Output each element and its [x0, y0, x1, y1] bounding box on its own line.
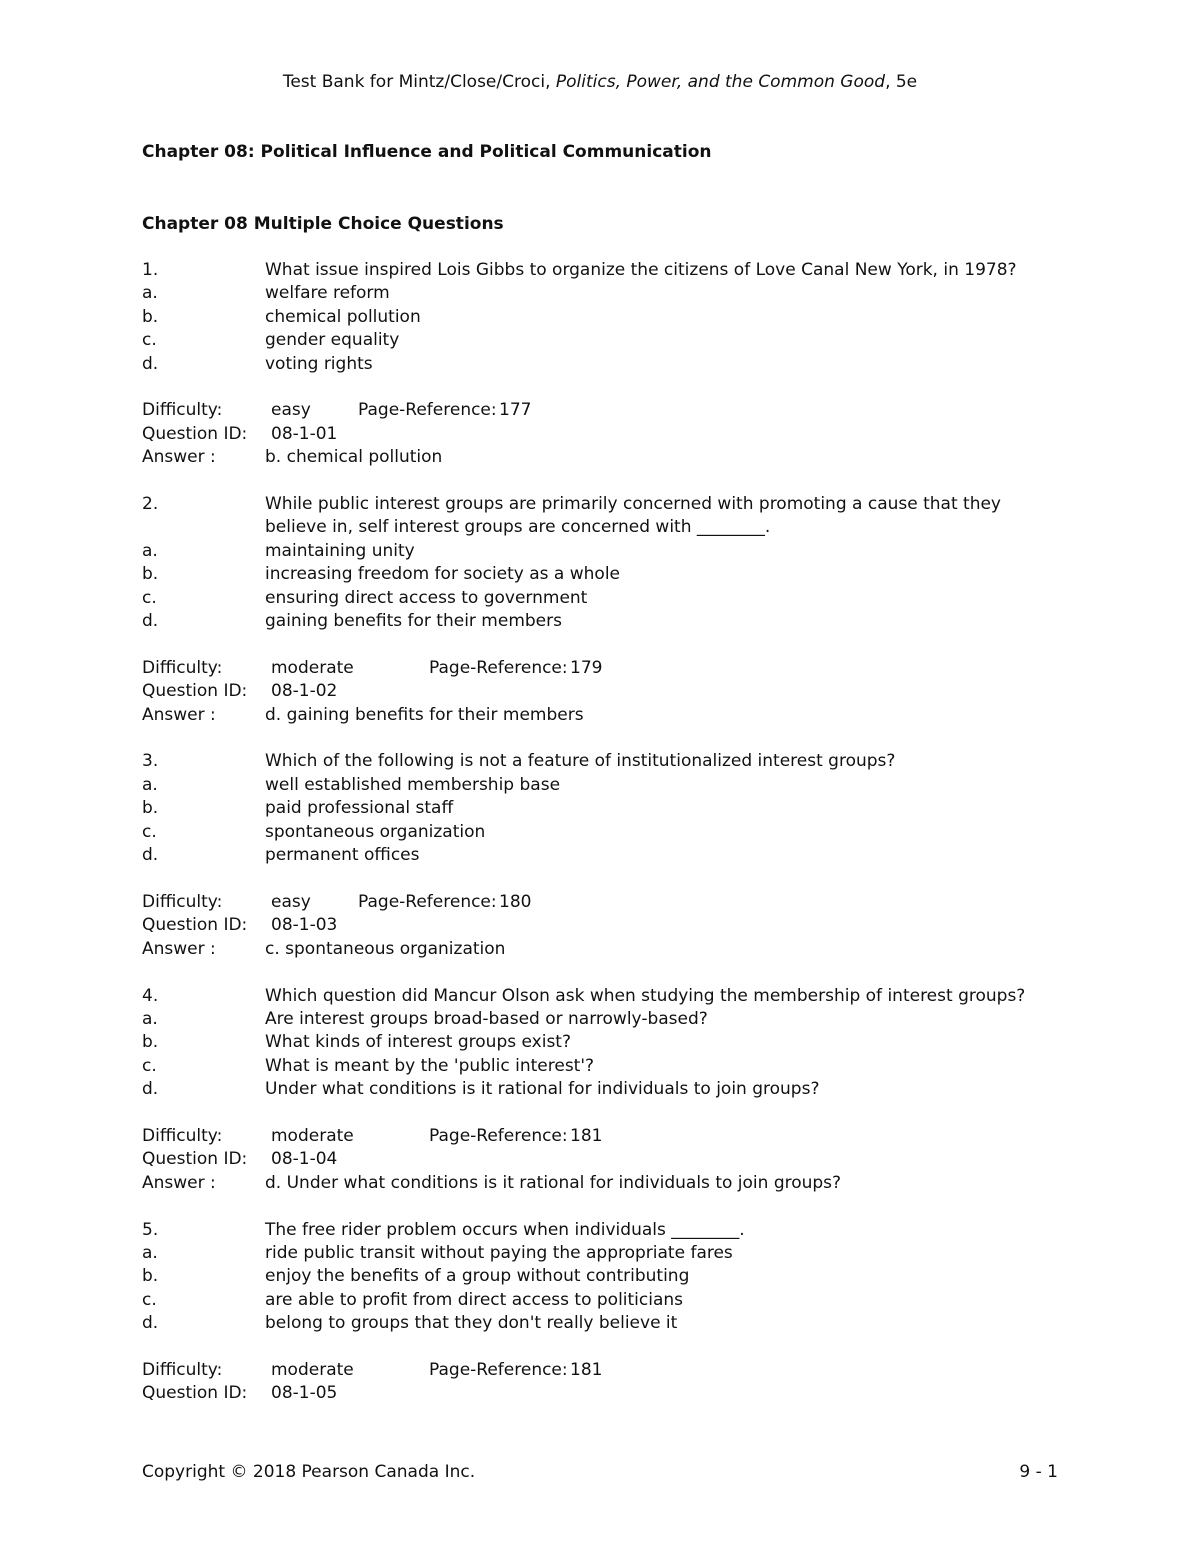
- question-block: [142, 493, 1062, 727]
- question-text: What issue inspired Lois Gibbs to organize the citizens of Love Canal New York, in 1978?: [265, 260, 1017, 280]
- option-text: are able to profit from direct access to politicians: [265, 1289, 684, 1310]
- page-reference-label: Page-Reference:: [429, 1125, 568, 1146]
- option-text: chemical pollution: [265, 306, 421, 327]
- answer-option: [142, 329, 1062, 352]
- header-book-title: Politics, Power, and the Common Good: [555, 72, 886, 92]
- page-reference-value: 181: [570, 1359, 603, 1380]
- answer-label: Answer :: [142, 447, 216, 468]
- option-text: ride public transit without paying the appropriate fares: [265, 1242, 733, 1263]
- difficulty-label: Difficulty:: [142, 1359, 223, 1380]
- question-id-value: 08-1-03: [271, 915, 338, 936]
- question-id-label: Question ID:: [142, 915, 248, 936]
- option-text: spontaneous organization: [265, 821, 486, 842]
- page-reference-value: 179: [570, 657, 603, 678]
- page-reference-value: 177: [499, 400, 532, 421]
- option-text: enjoy the benefits of a group without contributing: [265, 1266, 690, 1287]
- option-letter: a.: [142, 774, 158, 795]
- answer-option: [142, 1312, 1062, 1335]
- question-block: [142, 259, 1062, 470]
- difficulty-label: Difficulty:: [142, 400, 223, 421]
- option-text: paid professional staff: [265, 798, 454, 819]
- answer-option: [142, 353, 1062, 376]
- question-metadata: [142, 1359, 1062, 1406]
- question-metadata: [142, 657, 1062, 727]
- answer-option: [142, 1055, 1062, 1078]
- difficulty-label: Difficulty:: [142, 657, 223, 678]
- question-id-value: 08-1-01: [271, 423, 338, 444]
- option-text: voting rights: [265, 353, 373, 374]
- answer-option: [142, 540, 1062, 563]
- difficulty-value: easy: [271, 400, 311, 421]
- answer-option: [142, 587, 1062, 610]
- option-text: well established membership base: [265, 774, 561, 795]
- page-reference-value: 180: [499, 891, 532, 912]
- difficulty-value: moderate: [271, 1125, 354, 1146]
- answer-label: Answer :: [142, 1172, 216, 1193]
- question-metadata: [142, 399, 1062, 469]
- question-id-label: Question ID:: [142, 1149, 248, 1170]
- answer-option: [142, 821, 1062, 844]
- answer-row: [142, 1172, 1062, 1195]
- option-text: permanent offices: [265, 845, 420, 866]
- question-stem: [142, 750, 1062, 773]
- option-letter: a.: [142, 540, 158, 561]
- answer-option: [142, 306, 1062, 329]
- question-metadata: [142, 1125, 1062, 1195]
- option-letter: a.: [142, 283, 158, 304]
- difficulty-row: [142, 657, 1062, 680]
- page-reference-label: Page-Reference:: [358, 400, 497, 421]
- question-id-row: [142, 1148, 1062, 1171]
- question-number: 5.: [142, 1219, 159, 1240]
- option-letter: a.: [142, 1008, 158, 1029]
- question-number: 4.: [142, 985, 159, 1006]
- answer-value: d. gaining benefits for their members: [265, 704, 584, 725]
- chapter-title: Chapter 08: Political Influence and Political Communication: [142, 142, 712, 162]
- page-reference-value: 181: [570, 1125, 603, 1146]
- page-reference-label: Page-Reference:: [358, 891, 497, 912]
- difficulty-row: [142, 1125, 1062, 1148]
- option-text: gaining benefits for their members: [265, 611, 562, 632]
- option-letter: b.: [142, 798, 159, 819]
- question-id-label: Question ID:: [142, 681, 248, 702]
- answer-option: [142, 1008, 1062, 1031]
- option-letter: d.: [142, 353, 159, 374]
- question-id-value: 08-1-04: [271, 1149, 338, 1170]
- answer-option: [142, 1265, 1062, 1288]
- difficulty-value: easy: [271, 891, 311, 912]
- option-letter: b.: [142, 1266, 159, 1287]
- questions-list: [142, 259, 1062, 1429]
- difficulty-row: [142, 1359, 1062, 1382]
- answer-label: Answer :: [142, 938, 216, 959]
- option-text: gender equality: [265, 330, 400, 351]
- option-text: ensuring direct access to government: [265, 587, 588, 608]
- question-text: Which of the following is not a feature of institutionalized interest groups?: [265, 751, 896, 772]
- question-stem: [142, 1219, 1062, 1242]
- question-id-row: [142, 914, 1062, 937]
- option-text: welfare reform: [265, 283, 390, 304]
- answer-option: [142, 610, 1062, 633]
- option-text: What kinds of interest groups exist?: [265, 1032, 571, 1053]
- option-text: What is meant by the 'public interest'?: [265, 1055, 595, 1076]
- option-text: belong to groups that they don't really believe it: [265, 1313, 678, 1334]
- option-letter: d.: [142, 1079, 159, 1100]
- answer-option: [142, 1078, 1062, 1101]
- page-number: 9 - 1: [1019, 1462, 1058, 1482]
- answer-row: [142, 446, 1062, 469]
- question-id-row: [142, 1382, 1062, 1405]
- question-block: [142, 750, 1062, 961]
- question-id-value: 08-1-02: [271, 681, 338, 702]
- answer-option: [142, 797, 1062, 820]
- difficulty-value: moderate: [271, 1359, 354, 1380]
- question-id-label: Question ID:: [142, 423, 248, 444]
- question-stem: [142, 493, 1062, 540]
- question-metadata: [142, 891, 1062, 961]
- question-id-value: 08-1-05: [271, 1383, 338, 1404]
- running-header: [0, 70, 1200, 94]
- header-prefix: Test Bank for Mintz/Close/Croci,: [282, 72, 556, 92]
- header-suffix: , 5e: [885, 72, 918, 92]
- difficulty-row: [142, 891, 1062, 914]
- option-letter: c.: [142, 587, 157, 608]
- question-id-row: [142, 680, 1062, 703]
- page-reference-label: Page-Reference:: [429, 1359, 568, 1380]
- option-text: maintaining unity: [265, 540, 415, 561]
- question-id-row: [142, 423, 1062, 446]
- option-letter: d.: [142, 1313, 159, 1334]
- question-block: [142, 985, 1062, 1196]
- page-reference-label: Page-Reference:: [429, 657, 568, 678]
- answer-value: d. Under what conditions is it rational for individuals to join groups?: [265, 1172, 842, 1193]
- answer-option: [142, 774, 1062, 797]
- answer-option: [142, 1031, 1062, 1054]
- question-stem: [142, 985, 1062, 1008]
- answer-label: Answer :: [142, 704, 216, 725]
- option-letter: d.: [142, 845, 159, 866]
- option-text: Are interest groups broad-based or narrowly-based?: [265, 1008, 708, 1029]
- option-letter: a.: [142, 1242, 158, 1263]
- copyright-notice: Copyright © 2018 Pearson Canada Inc.: [142, 1462, 476, 1482]
- difficulty-label: Difficulty:: [142, 891, 223, 912]
- question-id-label: Question ID:: [142, 1383, 248, 1404]
- question-block: [142, 1219, 1062, 1406]
- question-text: The free rider problem occurs when individuals ________.: [265, 1219, 745, 1240]
- answer-value: b. chemical pollution: [265, 447, 443, 468]
- option-letter: b.: [142, 564, 159, 585]
- answer-row: [142, 938, 1062, 961]
- answer-option: [142, 282, 1062, 305]
- answer-value: c. spontaneous organization: [265, 938, 506, 959]
- answer-option: [142, 1289, 1062, 1312]
- difficulty-value: moderate: [271, 657, 354, 678]
- answer-row: [142, 704, 1062, 727]
- difficulty-row: [142, 399, 1062, 422]
- section-title: Chapter 08 Multiple Choice Questions: [142, 214, 504, 234]
- option-letter: c.: [142, 330, 157, 351]
- option-letter: c.: [142, 1055, 157, 1076]
- option-text: Under what conditions is it rational for individuals to join groups?: [265, 1079, 820, 1100]
- option-letter: d.: [142, 611, 159, 632]
- question-number: 2.: [142, 494, 159, 515]
- question-number: 3.: [142, 751, 159, 772]
- question-text: While public interest groups are primarily concerned with promoting a cause that they believe in, self interest groups are concerned with ________.: [265, 494, 1001, 538]
- answer-option: [142, 1242, 1062, 1265]
- question-number: 1.: [142, 260, 159, 280]
- option-letter: c.: [142, 821, 157, 842]
- question-text: Which question did Mancur Olson ask when studying the membership of interest groups?: [265, 985, 1026, 1006]
- difficulty-label: Difficulty:: [142, 1125, 223, 1146]
- option-text: increasing freedom for society as a whole: [265, 564, 621, 585]
- question-stem: [142, 259, 1062, 282]
- answer-option: [142, 563, 1062, 586]
- option-letter: b.: [142, 306, 159, 327]
- option-letter: c.: [142, 1289, 157, 1310]
- answer-option: [142, 844, 1062, 867]
- option-letter: b.: [142, 1032, 159, 1053]
